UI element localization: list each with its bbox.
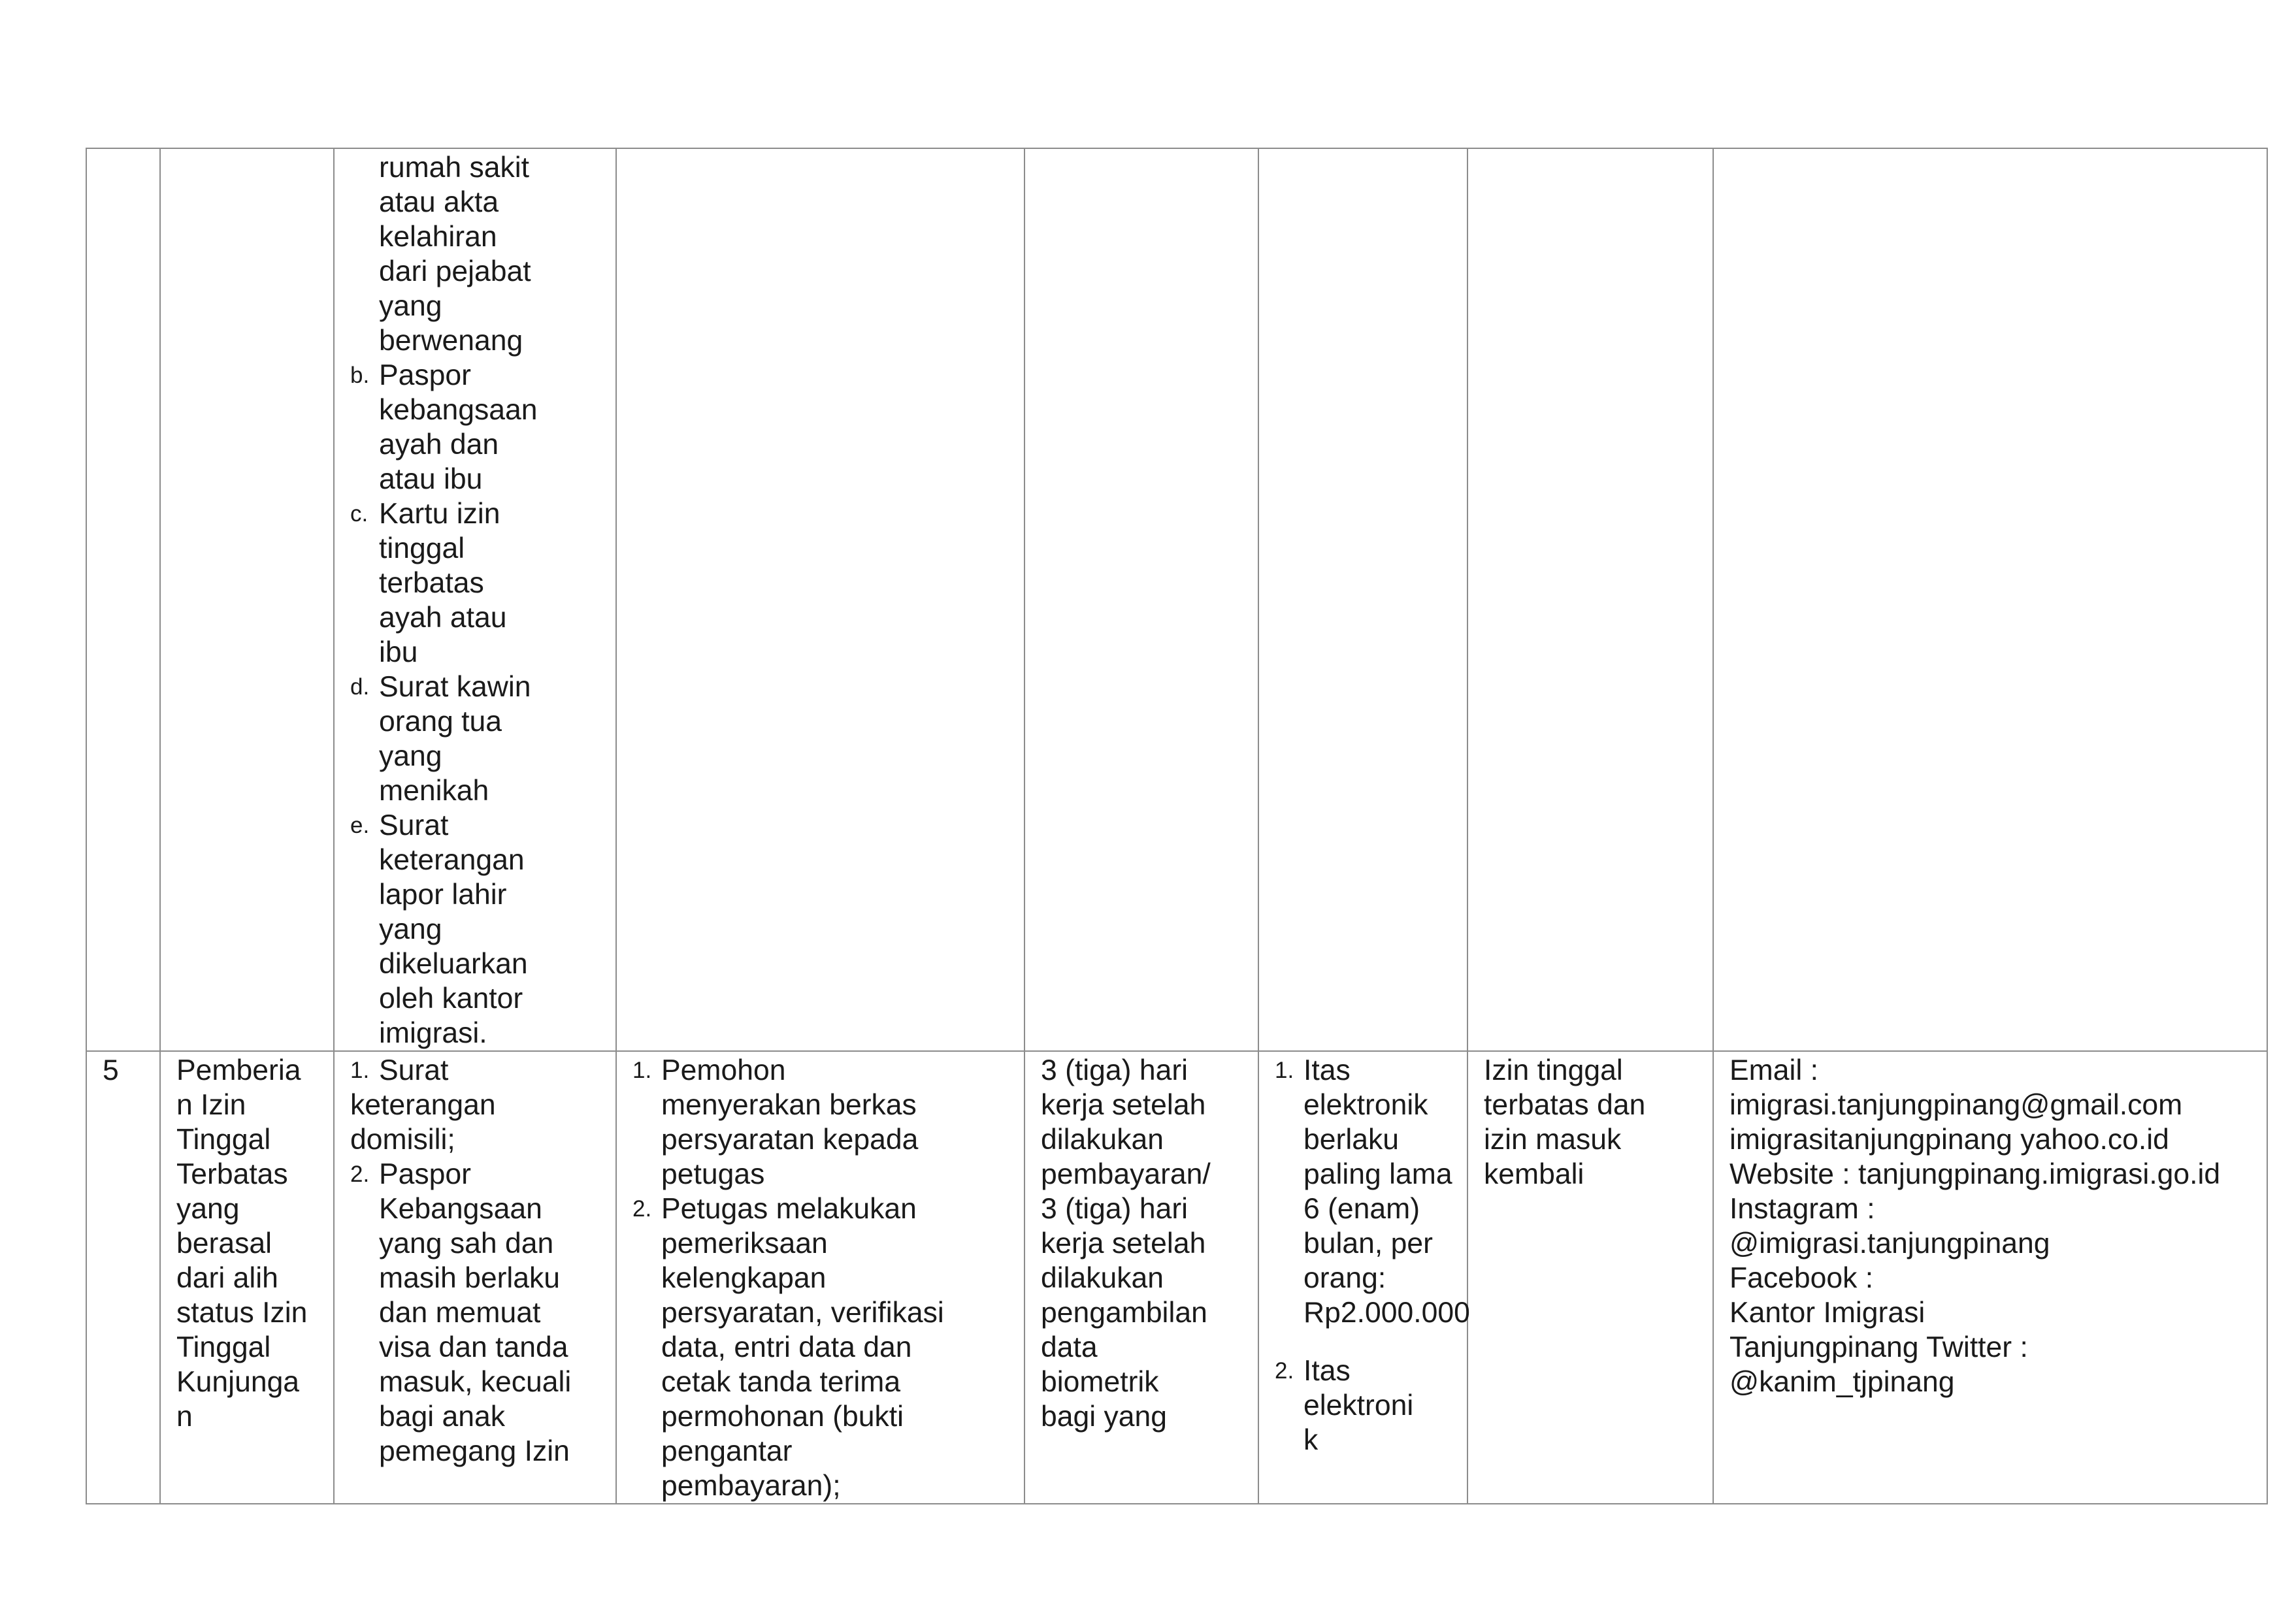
list-item-text <box>379 1157 571 1469</box>
text-line: Surat <box>379 1054 449 1086</box>
contact-info <box>1714 1052 2267 1399</box>
cell-number <box>86 148 160 1051</box>
list-item-text <box>379 358 538 496</box>
list-marker: 1. <box>1275 1058 1294 1083</box>
list-item <box>632 1192 1011 1503</box>
row-number: 5 <box>103 1054 119 1086</box>
text-line: lapor lahir <box>379 879 507 911</box>
list-item <box>350 808 602 1050</box>
text-line: elektroni <box>1303 1389 1414 1421</box>
text-line: permohonan (bukti <box>661 1401 904 1433</box>
text-line: pemegang Izin <box>379 1435 570 1467</box>
text-line: pengambilan <box>1041 1297 1207 1329</box>
list-marker: 1. <box>632 1058 652 1083</box>
text-line: menyerakan berkas <box>661 1089 917 1121</box>
list-item <box>1275 1053 1470 1330</box>
text-line: ayah atau <box>379 602 507 634</box>
text-line: Petugas melakukan <box>661 1193 917 1225</box>
text-line: keterangan <box>350 1089 496 1121</box>
list-item-text <box>379 496 506 670</box>
text-line: elektronik <box>1303 1089 1428 1121</box>
text-line: yang sah dan <box>379 1227 554 1259</box>
table-row-continuation <box>86 148 2267 1051</box>
text-line: kelahiran <box>379 221 497 253</box>
procedure-list <box>617 1052 1024 1503</box>
list-item <box>350 670 602 808</box>
text-line: cetak tanda terima <box>661 1366 901 1398</box>
text-line: 3 (tiga) hari <box>1041 1054 1188 1086</box>
text-line: dikeluarkan <box>379 948 528 980</box>
text-line: n Izin <box>176 1089 246 1121</box>
cell-number <box>86 1051 160 1504</box>
text-line: kelengkapan <box>661 1262 827 1294</box>
cell-requirements <box>334 1051 616 1504</box>
text-line: data, entri data dan <box>661 1331 912 1363</box>
text-line: data <box>1041 1331 1098 1363</box>
text-line: kebangsaan <box>379 394 538 426</box>
text-line: kerja setelah <box>1041 1089 1206 1121</box>
text-line: Itas <box>1303 1355 1351 1387</box>
text-line: Surat kawin <box>379 671 531 703</box>
text-line: dari pejabat <box>379 255 531 287</box>
service-standard-table <box>86 148 2268 1504</box>
text-line: ibu <box>379 636 418 668</box>
list-marker: e. <box>350 813 370 838</box>
text-line: Email : <box>1729 1054 1818 1086</box>
text-line: Tanjungpinang Twitter : <box>1729 1331 2028 1363</box>
requirements-list <box>335 1052 615 1469</box>
text-line: visa dan tanda <box>379 1331 568 1363</box>
text-line: atau ibu <box>379 463 483 495</box>
text-line: bagi anak <box>379 1401 505 1433</box>
text-line: pemeriksaan <box>661 1227 828 1259</box>
text-line: biometrik <box>1041 1366 1159 1398</box>
cell-procedure <box>616 148 1024 1051</box>
list-item-text <box>661 1192 944 1503</box>
text-line: tinggal <box>379 532 465 564</box>
text-line: dari alih <box>176 1262 278 1294</box>
list-item <box>1275 1354 1454 1457</box>
list-item <box>350 358 602 496</box>
text-line: Terbatas <box>176 1158 288 1190</box>
text-line: dilakukan <box>1041 1124 1164 1156</box>
text-line: masih berlaku <box>379 1262 561 1294</box>
text-line: Surat <box>379 809 449 841</box>
text-line: domisili; <box>350 1124 455 1156</box>
text-line: keterangan <box>379 844 525 876</box>
table-row-5 <box>86 1051 2267 1504</box>
text-line: Paspor <box>379 359 471 391</box>
list-item <box>350 1053 602 1088</box>
text-line: Rp2.000.000 <box>1303 1297 1470 1329</box>
text-line: Izin tinggal <box>1484 1054 1623 1086</box>
text-line: persyaratan kepada <box>661 1124 919 1156</box>
cell-cost <box>1258 148 1467 1051</box>
list-marker: d. <box>350 674 370 700</box>
cell-product <box>1467 1051 1713 1504</box>
text-line: imigrasitanjungpinang yahoo.co.id <box>1729 1124 2169 1156</box>
text-line: pembayaran/ <box>1041 1158 1211 1190</box>
requirements-list <box>335 149 615 1050</box>
text-line: k <box>1303 1424 1319 1456</box>
text-line: izin masuk <box>1484 1124 1622 1156</box>
text-line: yang <box>379 290 442 322</box>
text-line: atau akta <box>379 186 499 218</box>
list-item-text <box>1303 1053 1470 1330</box>
text-line: persyaratan, verifikasi <box>661 1297 944 1329</box>
text-line: @kanim_tjpinang <box>1729 1366 1955 1398</box>
text-line: paling lama <box>1303 1158 1452 1190</box>
text-line: pembayaran); <box>661 1470 841 1502</box>
text-line: Itas <box>1303 1054 1351 1086</box>
text-line: Kunjunga <box>176 1366 300 1398</box>
text-line: masuk, kecuali <box>379 1366 572 1398</box>
text-line: Paspor <box>379 1158 471 1190</box>
list-marker: b. <box>350 363 370 388</box>
cell-cost <box>1258 1051 1470 1504</box>
text-line: Kebangsaan <box>379 1193 542 1225</box>
cell-contact <box>1713 1051 2267 1504</box>
list-item <box>632 1053 1011 1192</box>
text-line: n <box>176 1401 193 1433</box>
text-line: Pemohon <box>661 1054 786 1086</box>
list-item <box>350 496 602 670</box>
text-line: @imigrasi.tanjungpinang <box>1729 1227 2050 1259</box>
text-line: rumah sakit <box>379 152 529 184</box>
list-marker: 2. <box>632 1196 652 1222</box>
cell-procedure <box>616 1051 1024 1504</box>
text-line: kembali <box>1484 1158 1584 1190</box>
text-line: Facebook : <box>1729 1262 1874 1294</box>
text-line: imigrasi.tanjungpinang@gmail.com <box>1729 1089 2183 1121</box>
text-line: imigrasi. <box>379 1017 487 1049</box>
text-line: yang <box>176 1193 240 1225</box>
list-item <box>350 1157 602 1469</box>
list-item-text <box>661 1053 918 1192</box>
service-product <box>1468 1052 1712 1192</box>
text-line: 3 (tiga) hari <box>1041 1193 1188 1225</box>
cell-requirements <box>334 148 616 1051</box>
text-line: ayah dan <box>379 429 499 461</box>
text-line: berlaku <box>1303 1124 1399 1156</box>
list-marker: 2. <box>350 1161 370 1187</box>
cell-product <box>1467 148 1713 1051</box>
list-item-text <box>379 808 528 1050</box>
text-line: Tinggal <box>176 1124 271 1156</box>
text-line: Instagram : <box>1729 1193 1875 1225</box>
cell-contact <box>1713 148 2267 1051</box>
completion-time <box>1025 1052 1258 1434</box>
list-item-text <box>379 1053 448 1088</box>
text-line: orang: <box>1303 1262 1386 1294</box>
list-marker: 1. <box>350 1058 370 1083</box>
text-line: berwenang <box>379 325 523 357</box>
text-line: yang <box>379 913 442 945</box>
text-line: Tinggal <box>176 1331 271 1363</box>
text-line: dilakukan <box>1041 1262 1164 1294</box>
text-line: terbatas <box>379 567 484 599</box>
list-marker: c. <box>350 501 369 527</box>
text-line: kerja setelah <box>1041 1227 1206 1259</box>
text-line: Pemberia <box>176 1054 301 1086</box>
cell-time <box>1024 1051 1258 1504</box>
text-line: menikah <box>379 775 489 807</box>
text-line: Website : tanjungpinang.imigrasi.go.id <box>1729 1158 2221 1190</box>
text-line: Kantor Imigrasi <box>1729 1297 1925 1329</box>
text-line: bagi yang <box>1041 1401 1167 1433</box>
cost-list <box>1259 1052 1470 1457</box>
cell-service <box>160 1051 334 1504</box>
service-name <box>161 1052 333 1434</box>
list-item-text <box>379 670 531 808</box>
text-line: pengantar <box>661 1435 793 1467</box>
text-line: 6 (enam) <box>1303 1193 1420 1225</box>
text-line: orang tua <box>379 706 502 738</box>
text-line: petugas <box>661 1158 765 1190</box>
text-line: terbatas dan <box>1484 1089 1646 1121</box>
cell-service <box>160 148 334 1051</box>
spacer <box>1275 1330 1454 1354</box>
text-line: oleh kantor <box>379 983 523 1015</box>
list-item-text <box>1303 1354 1413 1457</box>
text-line: Kartu izin <box>379 498 500 530</box>
text-line: yang <box>379 740 442 772</box>
text-line: berasal <box>176 1227 272 1259</box>
text-line: bulan, per <box>1303 1227 1433 1259</box>
text-line: status Izin <box>176 1297 308 1329</box>
cell-time <box>1024 148 1258 1051</box>
text-line: dan memuat <box>379 1297 541 1329</box>
list-marker: 2. <box>1275 1358 1294 1384</box>
